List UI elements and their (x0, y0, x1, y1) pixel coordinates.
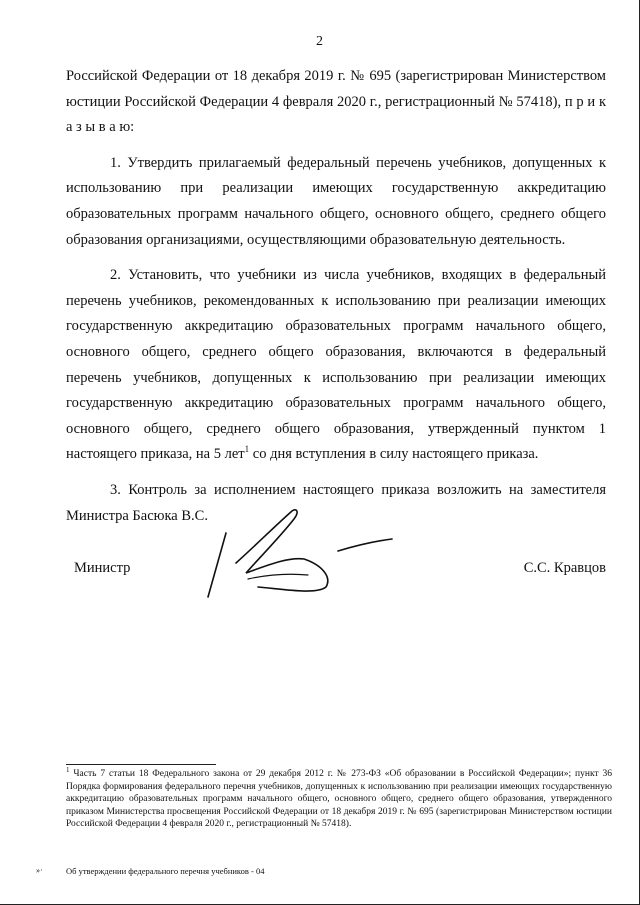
signer-name: С.С. Кравцов (523, 560, 606, 576)
order-body (66, 64, 606, 529)
clause-1: 1. Утвердить прилагаемый федеральный перечень учебников, допущенных к использованию при реализации имеющих государственную аккредитацию образовательных программ начального общего, основного общего, среднего общего образования организациями, осуществляющими образовательную деятельность. (66, 154, 606, 248)
footnote-text: Часть 7 статьи 18 Федерального закона от 29 декабря 2012 г. № 273-ФЗ «Об образовании в Российской Федерации»; пункт 36 Порядка формирования федерального перечня учебников, допущенных к использованию при реализации имеющих государственную аккредитацию образовательных программ начального общего, основного общего, среднего общего образования, утвержденного приказом Министерства просвещения Российской Федерации от 18 декабря 2019 г. № 695 (зарегистрирован Министерством юстиции Российской Федерации 4 февраля 2020 г., регистрационный № 57418). (66, 769, 612, 829)
document-footer-label: Об утверждении федерального перечня учебников - 04 (66, 866, 265, 876)
page-number: 2 (316, 34, 323, 49)
footnote-reference: 1 (244, 444, 250, 455)
handwritten-signature (196, 505, 396, 605)
footnote-marker: 1 (66, 765, 70, 774)
corner-mark: »· (36, 866, 43, 875)
clause-3: 3. Контроль за исполнением настоящего приказа возложить на заместителя Министра Басюка В.С. (66, 481, 606, 524)
intro-paragraph: Российской Федерации от 18 декабря 2019 г. № 695 (зарегистрирован Министерством юстиции Российской Федерации 4 февраля 2020 г., регистрационный № 57418), п р и к а з ы в а ю: (66, 68, 606, 136)
footnote-divider (66, 764, 216, 765)
position-title: Министр (74, 560, 131, 576)
clause-2-text: 2. Установить, что учебники из числа учебников, входящих в федеральный перечень учебников, рекомендованных к использованию при реализации имеющих государственную аккредитацию образовательных программ начального общего, основного общего, среднего общего образования, включаются в федеральный перечень учебников, допущенных к использованию при реализации имеющих государственную аккредитацию образовательных программ начального общего, основного общего, среднего общего образования, утвержденный пунктом 1 настоящего приказа, на 5 лет (66, 267, 606, 463)
clause-2-tail: со дня вступления в силу настоящего приказа. (249, 446, 539, 463)
footnote (66, 765, 612, 831)
clause-2 (66, 263, 606, 468)
